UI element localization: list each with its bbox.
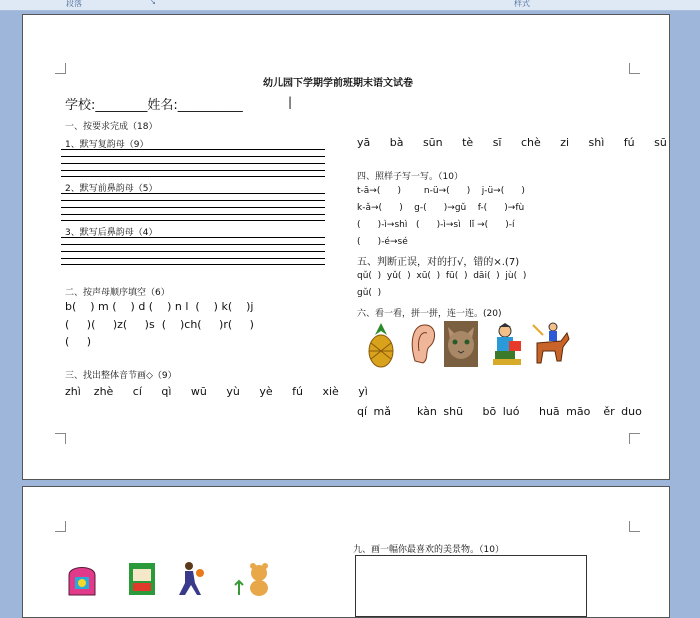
question-1-label: 1、默写复韵母（9） [65, 140, 149, 150]
section-3-title: 三、找出整体音节画◇（9） [65, 371, 177, 381]
writing-lines[interactable] [61, 149, 325, 177]
ribbon-styles-label[interactable]: 样式 [514, 0, 530, 8]
crop-mark [55, 433, 66, 444]
drawing-box[interactable] [355, 555, 587, 617]
section-1-title: 一、按要求完成（18） [65, 122, 158, 132]
section-2-row: ( ) [65, 335, 92, 348]
ear-icon [407, 321, 439, 367]
crop-mark [55, 63, 66, 74]
crop-mark [629, 433, 640, 444]
section-4-row: t-ā→( ) n-ü→( ) j-ü→( ) [357, 186, 525, 196]
school-name-field[interactable]: 学校:________姓名:__________ [65, 98, 243, 113]
section-2-title: 二、按声母顺序填空（6） [65, 288, 170, 298]
crop-mark [629, 63, 640, 74]
section-5-title: 五、判断正误，对的打√，错的×.(7) [357, 257, 520, 268]
dialog-launcher-icon[interactable]: ↘ [150, 0, 156, 6]
ribbon-bar [0, 0, 700, 11]
writing-lines[interactable] [61, 237, 325, 265]
section-2-row: ( )( )z( )s ( )ch( )r( ) [65, 318, 254, 331]
document-page-2[interactable] [22, 486, 670, 618]
section-2-row: b( ) m ( ) d ( ) n l ( ) k( )j [65, 300, 254, 313]
basketball-player-icon [173, 561, 205, 597]
cat-icon [444, 321, 478, 367]
pinyin-row: yā bà sūn tè sī chè zi shì fú sū [357, 136, 667, 149]
section-6-title: 六、看一看，拼一拼，连一连。(20) [357, 309, 502, 319]
section-4-row: k-ǎ→( ) g-( )→gǔ f-( )→fù [357, 203, 525, 213]
section-4-row: ( )-ì→shì ( )-ì→sì lǐ →( )-í [357, 220, 515, 230]
bag-icon [65, 561, 99, 597]
reading-child-icon [489, 323, 525, 367]
question-3-label: 3、默写后鼻韵母（4） [65, 228, 158, 238]
pineapple-icon [363, 321, 399, 369]
crop-mark [55, 521, 66, 532]
section-5-row: qǔ( ) yǔ( ) xū( ) fū( ) dāi( ) jù( ) [357, 271, 527, 281]
crop-mark [629, 521, 640, 532]
document-page-1[interactable] [22, 14, 670, 480]
horse-rider-icon [531, 321, 571, 367]
ribbon-paragraph-label[interactable]: 段落 [66, 0, 82, 8]
section-6-pinyin: qí mǎ kàn shū bō luó huā māo ěr duo [357, 405, 642, 418]
text-cursor: | [288, 95, 293, 109]
book-icon [127, 561, 157, 597]
page-title: 幼儿园下学期学前班期末语文试卷 [263, 78, 413, 89]
section-9-title: 九、画一幅你最喜欢的美景物。（10） [353, 545, 504, 555]
section-4-row: ( )-é→sé [357, 237, 408, 247]
writing-lines[interactable] [61, 193, 325, 221]
section-5-row: gǔ( ) [357, 288, 382, 298]
section-4-title: 四、照样子写一写。（10） [357, 172, 463, 182]
section-3-pinyin: zhì zhè cí qì wū yù yè fú xiè yì [65, 385, 368, 398]
watering-bear-icon [233, 561, 273, 597]
question-2-label: 2、默写前鼻韵母（5） [65, 184, 158, 194]
